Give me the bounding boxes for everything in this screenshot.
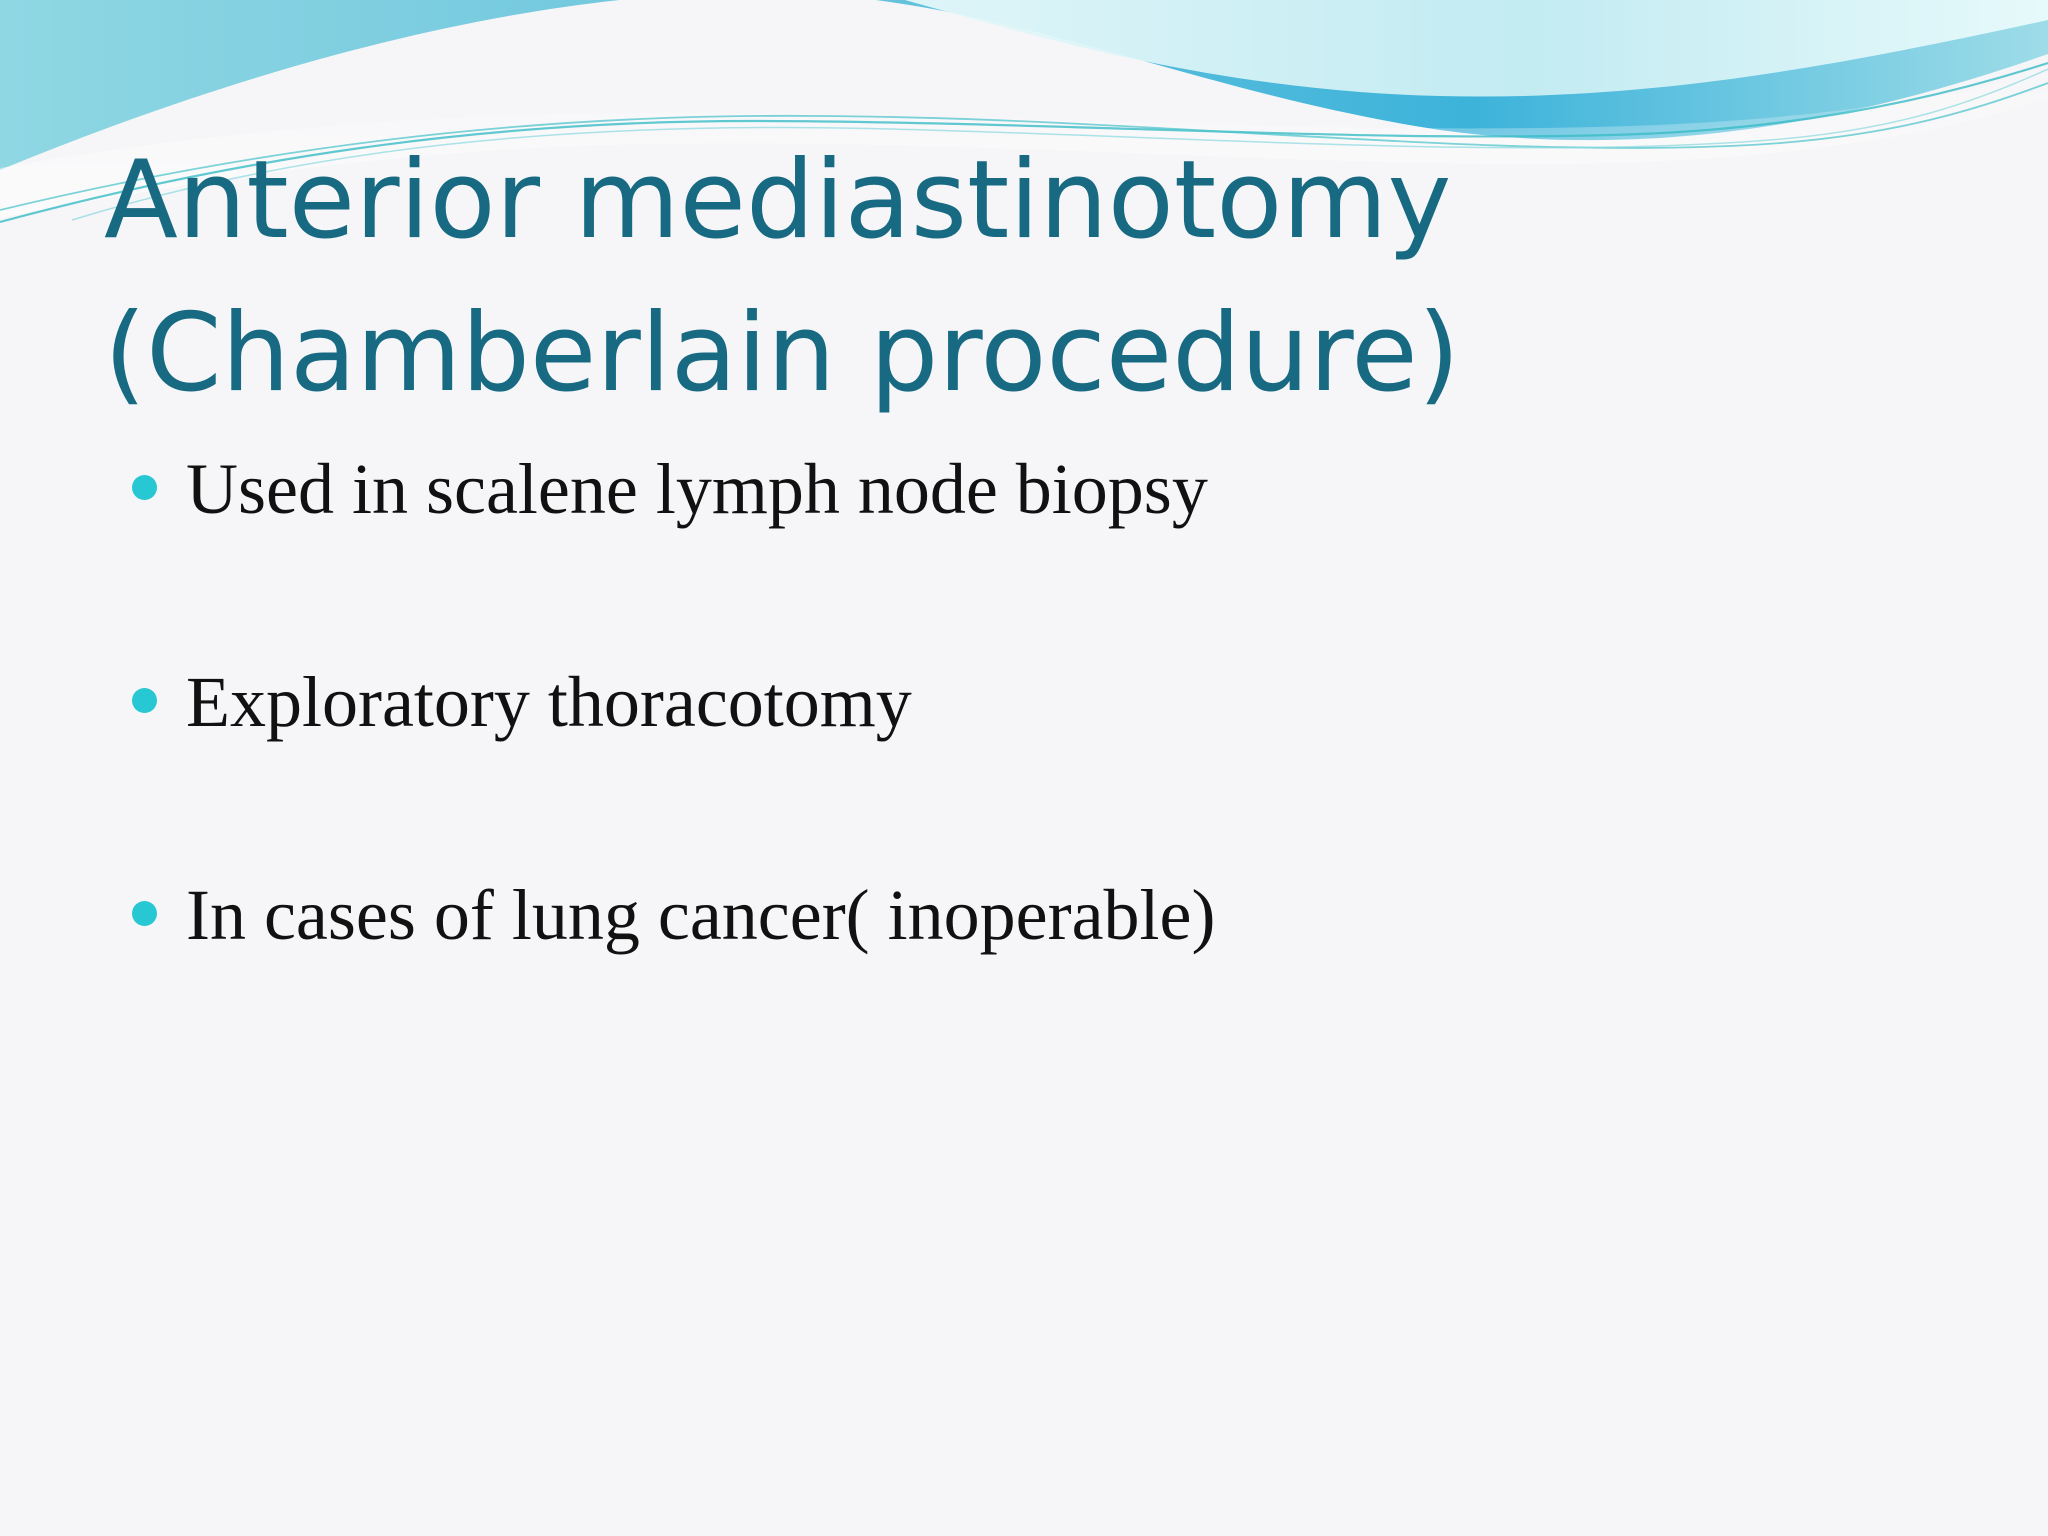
bullet-item <box>126 444 1826 657</box>
bullet-dot-icon <box>132 901 157 926</box>
bullet-text: Exploratory thoracotomy <box>186 662 912 742</box>
bullet-text: In cases of lung cancer( inoperable) <box>186 875 1216 955</box>
bullet-item <box>126 870 1826 1083</box>
bullet-text: Used in scalene lymph node biopsy <box>186 449 1208 529</box>
bullet-dot-icon <box>132 475 157 500</box>
bullet-item <box>126 657 1826 870</box>
slide-title <box>104 124 1704 430</box>
slide-title-line-2: (Chamberlain procedure) <box>104 291 1460 416</box>
slide-title-line-1: Anterior mediastinotomy <box>104 138 1452 263</box>
bullet-list <box>126 444 1826 1083</box>
bullet-dot-icon <box>132 688 157 713</box>
